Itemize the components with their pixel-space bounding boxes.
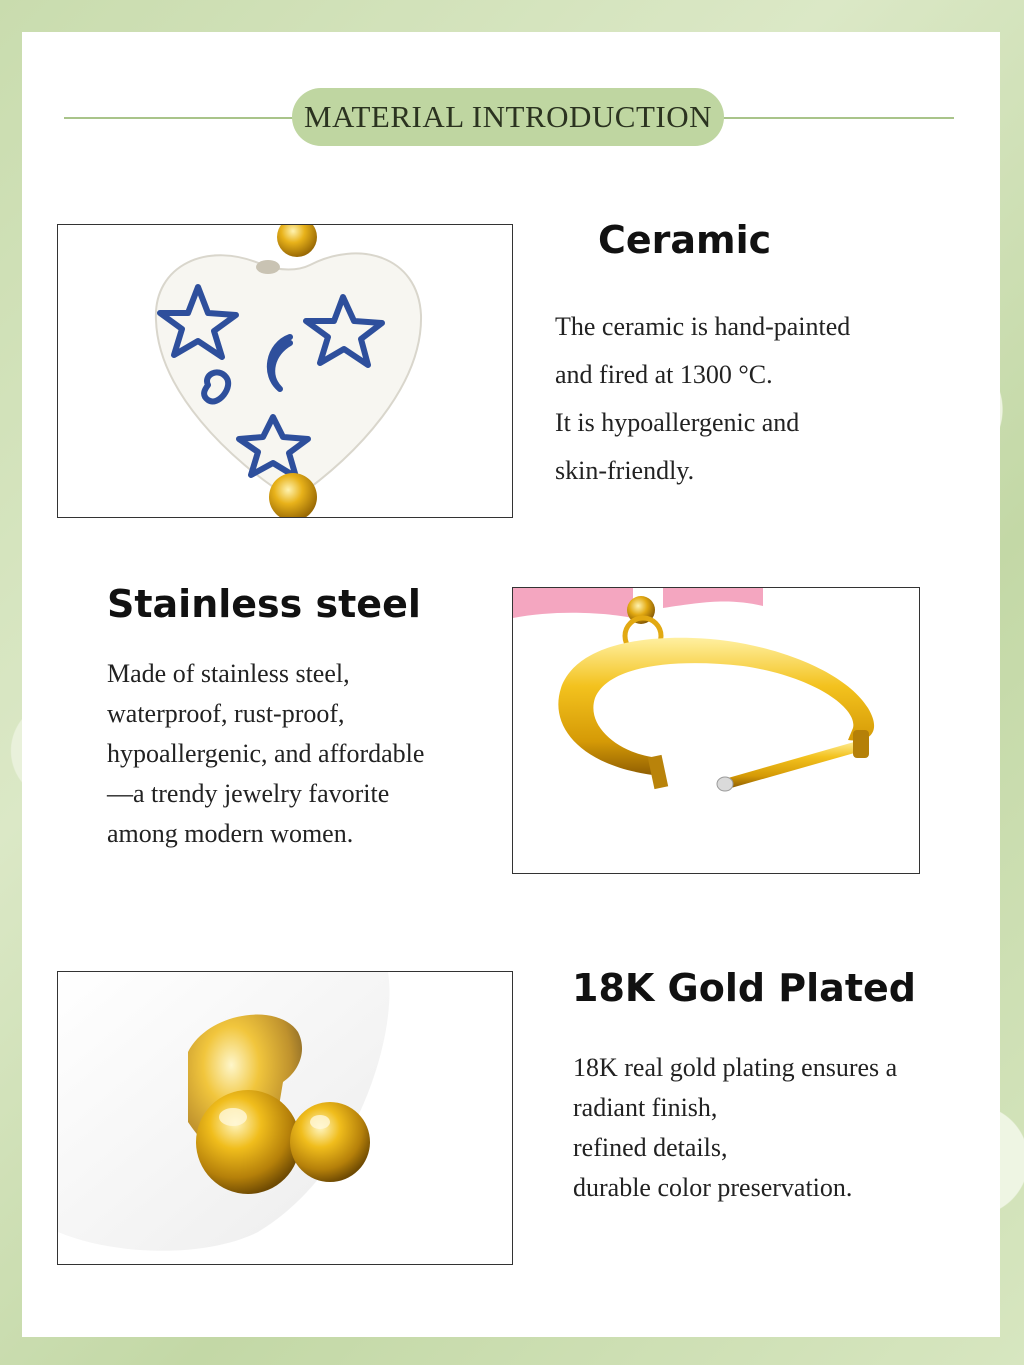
ceramic-line: and fired at 1300 °C. [555, 360, 773, 389]
stainless-steel-line: waterproof, rust-proof, [107, 699, 345, 728]
hoop-earring-photo [512, 587, 920, 874]
gold-plated-line: durable color preservation. [573, 1173, 853, 1202]
stainless-steel-line: Made of stainless steel, [107, 659, 350, 688]
ceramic-line: The ceramic is hand-painted [555, 312, 851, 341]
gold-bead-closeup-photo [58, 972, 512, 1264]
content-card [22, 32, 1000, 1337]
ceramic-line: skin-friendly. [555, 456, 695, 485]
stainless-steel-line: among modern women. [107, 819, 354, 848]
gold-bead-photo [57, 971, 513, 1265]
section-header: MATERIAL INTRODUCTION [292, 88, 724, 146]
stainless-steel-line: —a trendy jewelry favorite [107, 779, 390, 808]
gold-hoop-earring-photo [513, 588, 919, 873]
gold-plated-line: refined details, [573, 1133, 728, 1162]
header-rule-right [722, 117, 954, 119]
stainless-steel-title: Stainless steel [107, 582, 421, 626]
ceramic-description [555, 303, 850, 495]
header-rule-left [64, 117, 324, 119]
gold-plated-line: 18K real gold plating ensures a [573, 1053, 898, 1082]
gold-plated-line: radiant finish, [573, 1093, 718, 1122]
ceramic-title: Ceramic [598, 218, 772, 262]
ceramic-heart-photo [57, 224, 513, 518]
gold-plated-description [573, 1048, 897, 1208]
ceramic-heart-charm-photo [58, 225, 512, 517]
stainless-steel-line: hypoallergenic, and affordable [107, 739, 425, 768]
gold-plated-title: 18K Gold Plated [572, 966, 916, 1010]
stainless-steel-description [107, 654, 424, 854]
ceramic-line: It is hypoallergenic and [555, 408, 800, 437]
